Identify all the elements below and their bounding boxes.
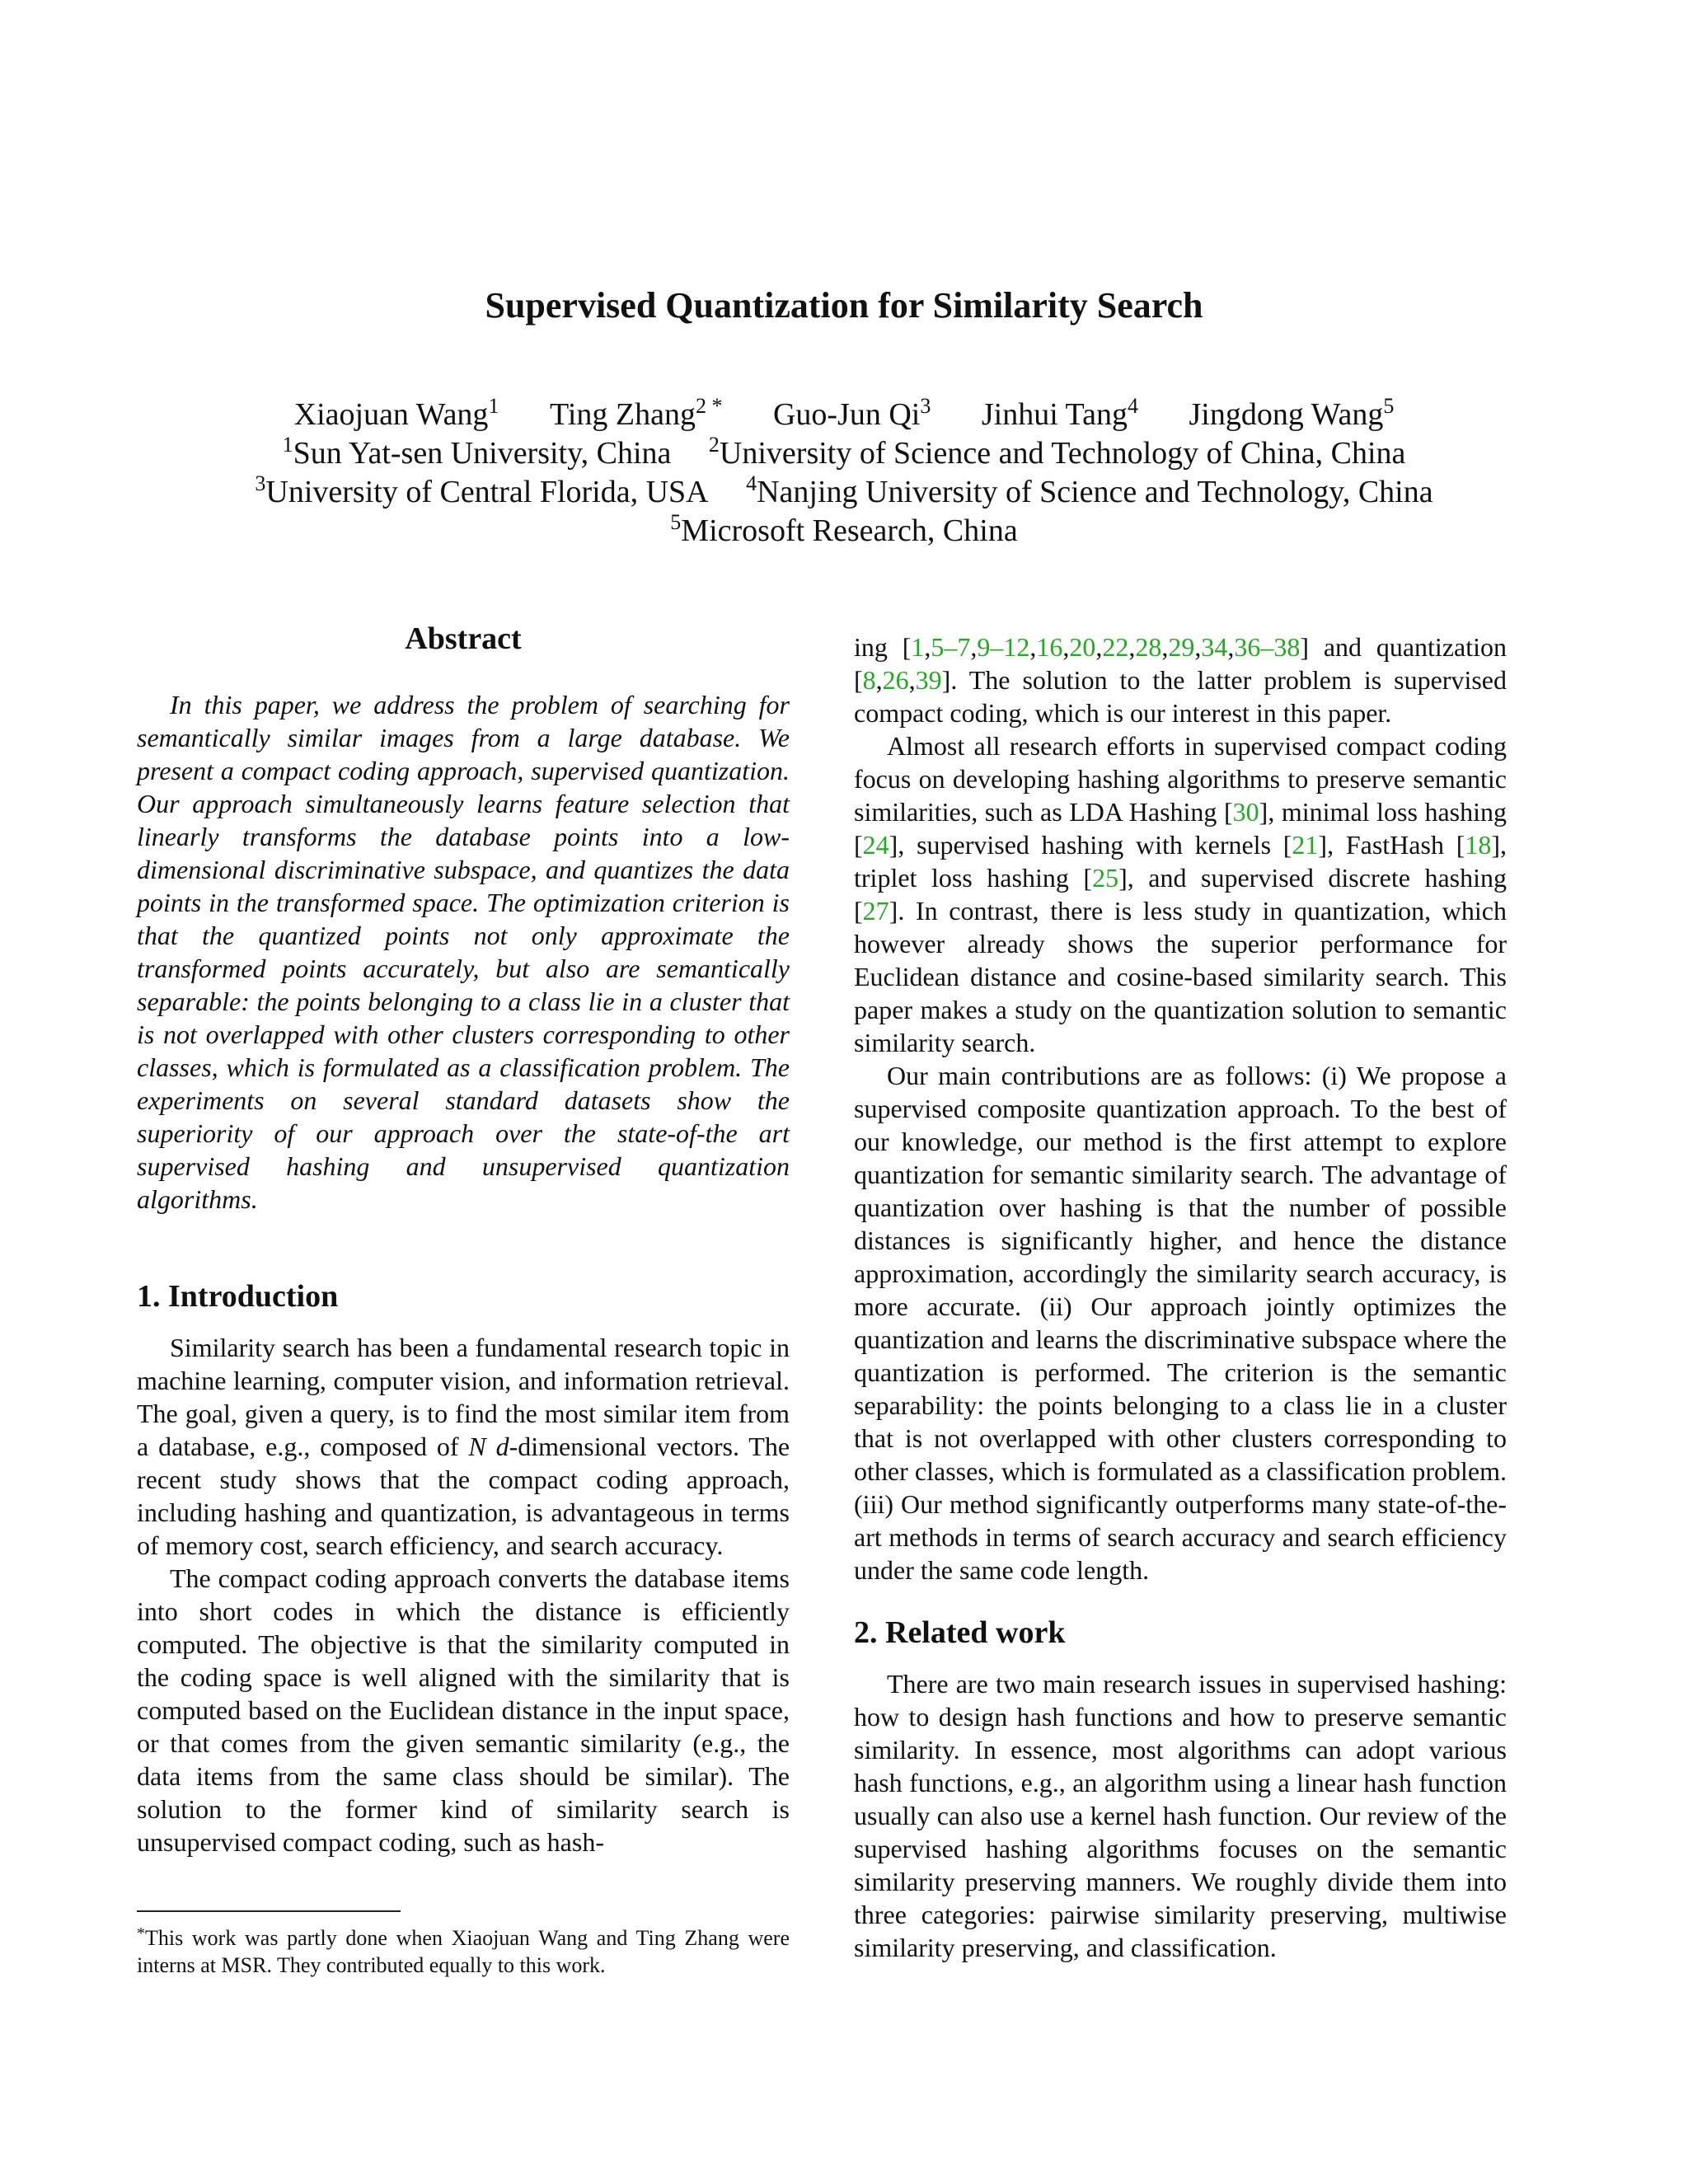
author: Ting Zhang$^{2 *}$ xyxy=(549,394,723,432)
citation-link[interactable]: 21 xyxy=(1292,830,1319,860)
intro-paragraph-3: Almost all research efforts in supervised compact coding focus on developing hashing algorithms to preserve semantic similarities, such as LDA Hashing [30], minimal loss hashing [24], supervised hashing with kernels [21], FastHash [18], triplet loss hashing [25], and supervised discrete hashing [27]. In contrast, there is less study in quantization, which however already shows the superior performance for Euclidean distance and cosine-based similarity search. This paper makes a study on the quantization solution to semantic similarity search. xyxy=(854,731,1507,1057)
citation-link[interactable]: 29 xyxy=(1168,632,1195,662)
author: Jinhui Tang$^4$ xyxy=(981,394,1138,432)
citation-link[interactable]: 28 xyxy=(1135,632,1162,662)
section-heading-related-work: 2. Related work xyxy=(854,1615,1066,1650)
intro-paragraph-1: Similarity search has been a fundamental research topic in machine learning, computer vision, and information retrieval. The goal, given a query, is to find the most similar item from a database, e.g., composed of N d-dimensional vectors. The recent study shows that the compact coding approach, including hashing and quantization, is advantageous in terms of memory cost, search efficiency, and search accuracy. xyxy=(137,1333,790,1560)
affiliation: $^2$University of Science and Technology of China, China xyxy=(708,433,1406,471)
citation-link[interactable]: 36 xyxy=(1234,632,1261,662)
paper-title: Supervised Quantization for Similarity Search xyxy=(485,285,1203,326)
citation-link[interactable]: 12 xyxy=(1003,632,1030,662)
affiliation: $^5$Microsoft Research, China xyxy=(670,510,1018,548)
citation-link[interactable]: 25 xyxy=(1092,863,1119,893)
abstract-heading: Abstract xyxy=(405,621,522,656)
footnote: *This work was partly done when Xiaojuan Wang and Ting Zhang were interns at MSR. They contributed equally to this work. xyxy=(137,1924,790,1977)
citation-link[interactable]: 18 xyxy=(1465,830,1492,860)
affiliation: $^1$Sun Yat-sen University, China xyxy=(282,433,672,471)
footnote-rule xyxy=(137,1910,401,1912)
author: Xiaojuan Wang$^1$ xyxy=(293,394,499,432)
author-list xyxy=(0,396,1688,434)
intro-paragraph-2: The compact coding approach converts the database items into short codes in which the distance is efficiently computed. The objective is that the similarity computed in the coding space is well aligned with the similarity that is computed based on the Euclidean distance in the input space, or that comes from the given semantic similarity (e.g., the data items from the same class should be similar). The solution to the former kind of similarity search is unsupervised compact coding, such as hash- xyxy=(137,1563,790,1857)
citation-link[interactable]: 26 xyxy=(882,665,909,695)
section-heading-introduction: 1. Introduction xyxy=(137,1279,339,1314)
affiliation-line xyxy=(0,473,1688,511)
affiliation: $^3$University of Central Florida, USA xyxy=(255,471,709,509)
citation-link[interactable]: 30 xyxy=(1232,797,1259,827)
citation-link[interactable]: 24 xyxy=(862,830,889,860)
citation-link[interactable]: 27 xyxy=(862,896,889,926)
citation-link[interactable]: 39 xyxy=(915,665,942,695)
citation-link[interactable]: 5 xyxy=(931,632,945,662)
affiliation: $^4$Nanjing University of Science and Technology, China xyxy=(746,471,1433,509)
author: Guo-Jun Qi$^3$ xyxy=(772,394,931,432)
citation-link[interactable]: 16 xyxy=(1036,632,1063,662)
citation-link[interactable]: 8 xyxy=(862,665,876,695)
left-column xyxy=(137,622,790,1858)
intro-paragraph-4: Our main contributions are as follows: (i) We propose a supervised composite quantization approach. To the best of our knowledge, our method is the first attempt to explore quantization for semantic similarity search. The advantage of quantization over hashing is that the number of possible distances is significantly higher, and hence the distance approximation, accordingly the similarity search accuracy, is more accurate. (ii) Our approach jointly optimizes the quantization and learns the discriminative subspace where the quantization is performed. The criterion is the semantic separability: the points belonging to a class lie in a cluster that is not overlapped with other clusters corresponding to other classes, which is formulated as a classification problem. (iii) Our method significantly outperforms many state-of-the-art methods in terms of search accuracy and search efficiency under the same code length. xyxy=(854,1061,1507,1585)
right-column xyxy=(854,630,1507,1964)
citation-link[interactable]: 38 xyxy=(1273,632,1301,662)
citation-link[interactable]: 7 xyxy=(957,632,971,662)
abstract-body xyxy=(137,688,790,1216)
citation-link[interactable]: 20 xyxy=(1069,632,1096,662)
abstract-paragraph: In this paper, we address the problem of searching for semantically similar images from a large database. We present a compact coding approach, supervised quantization. Our approach simultaneously learns feature selection that linearly transforms the database points into a low-dimensional discriminative subspace, and quantizes the data points in the transformed space. The optimization criterion is that the quantized points not only approximate the transformed points accurately, but also are semantically separable: the points belonging to a class lie in a cluster that is not overlapped with other clusters corresponding to other classes, which is formulated as a classification problem. The experiments on several standard datasets show the superiority of our approach over the state-of-the art supervised hashing and unsupervised quantization algorithms. xyxy=(137,690,790,1214)
citation-link[interactable]: 1 xyxy=(911,632,925,662)
citation-link[interactable]: 22 xyxy=(1102,632,1129,662)
intro-continuation: ing [1,5–7,9–12,16,20,22,28,29,34,36–38] and quantization [8,26,39]. The solution to the latter problem is supervised compact coding, which is our interest in this paper. xyxy=(854,632,1507,728)
author: Jingdong Wang$^5$ xyxy=(1189,394,1395,432)
related-work-paragraph: There are two main research issues in supervised hashing: how to design hash functions and how to preserve semantic similarity. In essence, most algorithms can adopt various hash functions, e.g., an algorithm using a linear hash function usually can also use a kernel hash function. Our review of the supervised hashing algorithms focuses on the semantic similarity preserving manners. We roughly divide them into three categories: pairwise similarity preserving, multiwise similarity preserving, and classification. xyxy=(854,1669,1507,1962)
citation-link[interactable]: 9 xyxy=(977,632,991,662)
affiliation-line xyxy=(0,512,1688,550)
affiliation-line xyxy=(0,434,1688,472)
citation-link[interactable]: 34 xyxy=(1201,632,1228,662)
